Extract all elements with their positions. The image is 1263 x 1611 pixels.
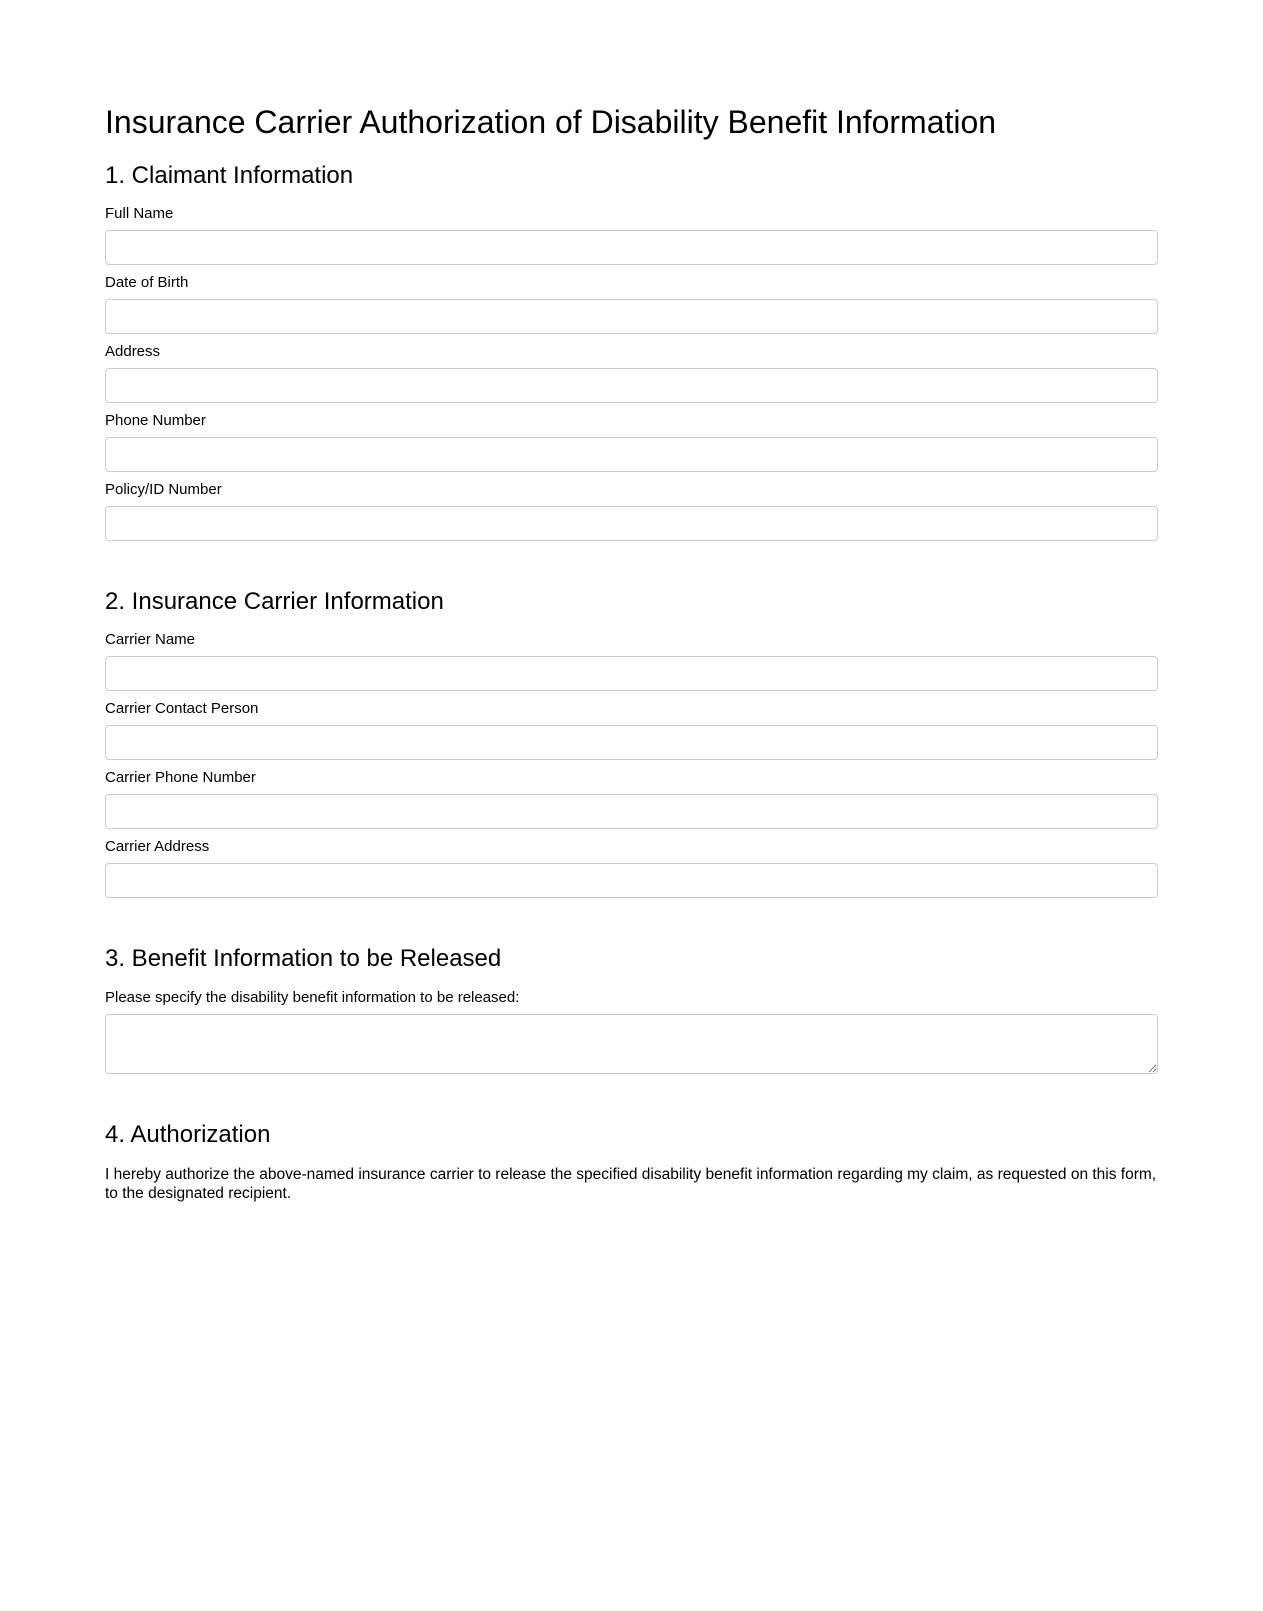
section-heading: 2. Insurance Carrier Information xyxy=(105,588,444,615)
phone-number-input[interactable] xyxy=(105,437,1158,472)
carrier-phone-number-input[interactable] xyxy=(105,794,1158,829)
benefit-information-textarea[interactable] xyxy=(105,1014,1158,1074)
section-claimant-information xyxy=(105,161,1158,541)
carrier-phone-number-label: Carrier Phone Number xyxy=(105,769,256,786)
section-insurance-carrier-information xyxy=(105,587,1158,898)
carrier-name-input[interactable] xyxy=(105,656,1158,691)
field-phone-number xyxy=(105,412,1158,472)
date-of-birth-label: Date of Birth xyxy=(105,274,189,291)
policy-id-number-label: Policy/ID Number xyxy=(105,481,222,498)
field-carrier-phone-number xyxy=(105,769,1158,829)
carrier-address-label: Carrier Address xyxy=(105,838,210,855)
section-heading: 3. Benefit Information to be Released xyxy=(105,945,502,972)
section-authorization xyxy=(105,1120,1158,1203)
authorization-text: I hereby authorize the above-named insurance carrier to release the specified disability benefit information regarding my claim, as requested on this form, to the designated recipient. xyxy=(105,1166,1157,1202)
section-heading: 4. Authorization xyxy=(105,1121,271,1148)
benefit-information-label: Please specify the disability benefit information to be released: xyxy=(105,989,520,1006)
full-name-label: Full Name xyxy=(105,205,174,222)
field-full-name xyxy=(105,205,1158,265)
date-of-birth-input[interactable] xyxy=(105,299,1158,334)
field-policy-id-number xyxy=(105,481,1158,541)
phone-number-label: Phone Number xyxy=(105,412,206,429)
form-page xyxy=(105,100,1158,1203)
policy-id-number-input[interactable] xyxy=(105,506,1158,541)
field-address xyxy=(105,343,1158,403)
field-benefit-information xyxy=(105,989,1158,1074)
field-carrier-address xyxy=(105,838,1158,898)
carrier-address-input[interactable] xyxy=(105,863,1158,898)
full-name-input[interactable] xyxy=(105,230,1158,265)
carrier-contact-person-label: Carrier Contact Person xyxy=(105,700,259,717)
section-heading: 1. Claimant Information xyxy=(105,162,354,189)
address-input[interactable] xyxy=(105,368,1158,403)
field-date-of-birth xyxy=(105,274,1158,334)
address-label: Address xyxy=(105,343,161,360)
page-title: Insurance Carrier Authorization of Disability Benefit Information xyxy=(105,104,997,140)
carrier-contact-person-input[interactable] xyxy=(105,725,1158,760)
field-carrier-name xyxy=(105,631,1158,691)
section-benefit-information xyxy=(105,944,1158,1074)
field-carrier-contact-person xyxy=(105,700,1158,760)
carrier-name-label: Carrier Name xyxy=(105,631,196,648)
